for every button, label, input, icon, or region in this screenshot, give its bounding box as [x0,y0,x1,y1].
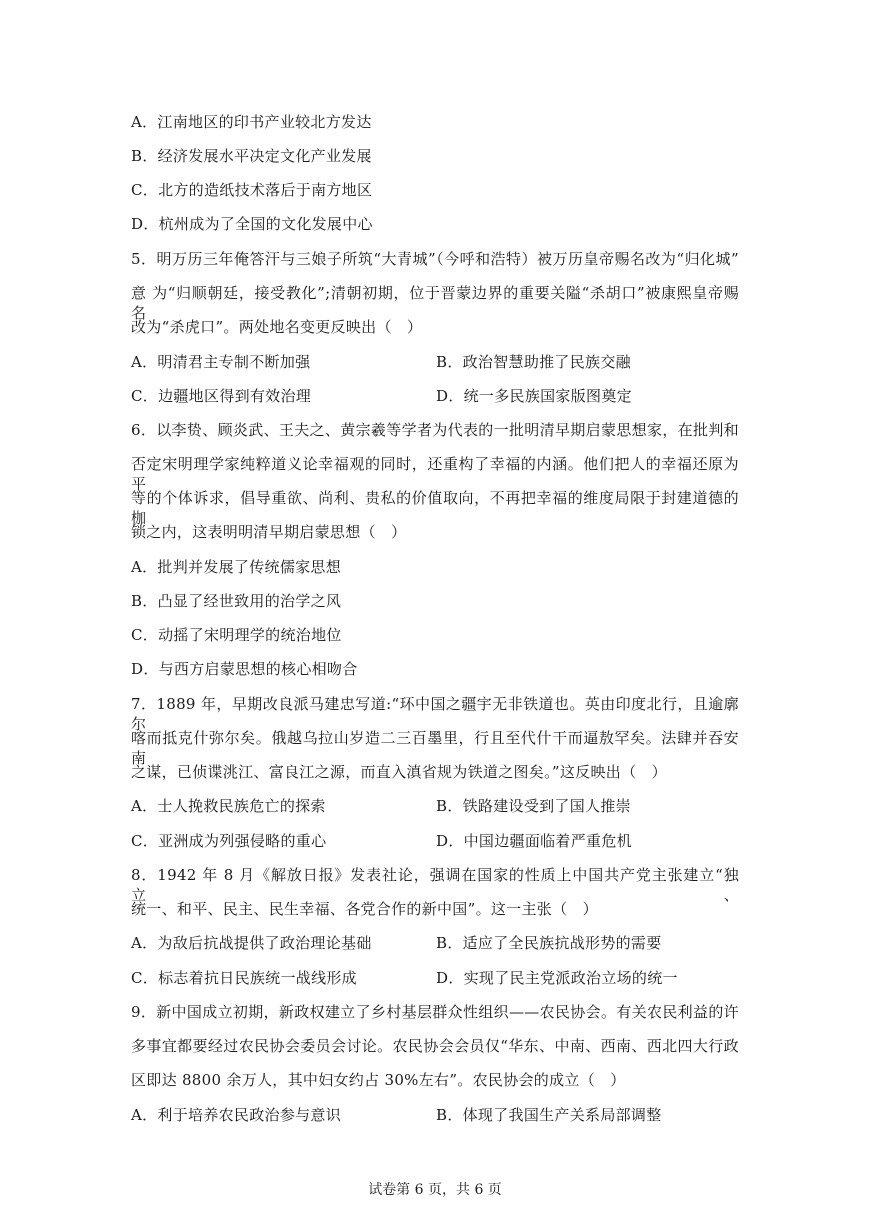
q8-option-b: B．适应了全民族抗战形势的需要 [436,934,662,952]
q5-stem-line-2: 意 为“归顺朝廷，接受教化”;清朝初期，位于晋蒙边界的重要关隘“杀胡口”被康熙皇帝赐名 [131,284,739,322]
q4-option-b: B．经济发展水平决定文化产业发展 [131,147,372,165]
q5-option-d: D．统一多民族国家版图奠定 [436,387,632,405]
q7-option-b: B．铁路建设受到了国人推崇 [436,797,631,815]
q7-stem-line-2: 喀而抵克什弥尔矣。俄越乌拉山岁造二三百墨里，行且至代什干而逼敖罕矣。法肆并吞安南 [131,729,739,767]
q7-stem-line-3: 之谋，已侦谍洮江、富良江之源，而直入滇省规为铁道之图矣。”这反映出（ ） [131,763,667,781]
q6-stem-line-4: 锁之内，这表明明清早期启蒙思想（ ） [131,523,407,541]
q8-option-a: A．为敌后抗战提供了政治理论基础 [131,934,372,952]
q7-option-a: A．士人挽救民族危亡的探索 [131,797,326,815]
q4-option-a: A．江南地区的印书产业较北方发达 [131,113,372,131]
q7-stem-line-1: 7．1889 年，早期改良派马建忠写道:“环中国之疆宇无非铁道也。英由印度北行，且逾廓尔 [131,695,739,733]
q9-stem-line-3: 区即达 8800 余万人，其中妇女约占 30%左右”。农民协会的成立（ ） [131,1071,626,1089]
q5-stem-line-1: 5．明万历三年俺答汗与三娘子所筑“大青城”（今呼和浩特）被万历皇帝赐名改为“归化城” [131,250,739,268]
q6-option-b: B．凸显了经世致用的治学之风 [131,592,342,610]
q9-option-b: B．体现了我国生产关系局部调整 [436,1106,662,1124]
q4-option-c: C．北方的造纸技术落后于南方地区 [131,181,373,199]
q8-option-d: D．实现了民主党派政治立场的统一 [436,969,678,987]
q8-stem-line-1: 8．1942 年 8 月《解放日报》发表社论，强调在国家的性质上中国共产党主张建立“独立、 [131,866,739,904]
q6-option-d: D．与西方启蒙思想的核心相吻合 [131,660,358,678]
q5-option-a: A．明清君主专制不断加强 [131,353,311,371]
q8-stem-line-2: 统一、和平、民主、民生幸福、各党合作的新中国”。这一主张（ ） [131,900,598,918]
q9-option-a: A．利于培养农民政治参与意识 [131,1106,342,1124]
q5-option-b: B．政治智慧助推了民族交融 [436,353,631,371]
q5-stem-line-3: 改为“杀虎口”。两处地名变更反映出（ ） [131,318,423,336]
q4-option-d: D．杭州成为了全国的文化发展中心 [131,215,373,233]
q8-option-c: C．标志着抗日民族统一战线形成 [131,969,357,987]
q6-option-a: A．批判并发展了传统儒家思想 [131,558,342,576]
q9-stem-line-2: 多事宜都要经过农民协会委员会讨论。农民协会会员仅“华东、中南、西南、西北四大行政 [131,1037,739,1055]
page-footer: 试卷第 6 页，共 6 页 [368,1182,502,1198]
q6-option-c: C．动摇了宋明理学的统治地位 [131,626,342,644]
q7-option-d: D．中国边疆面临着严重危机 [436,832,632,850]
q6-stem-line-2: 否定宋明理学家纯粹道义论幸福观的同时，还重构了幸福的内涵。他们把人的幸福还原为平 [131,455,739,493]
q5-option-c: C．边疆地区得到有效治理 [131,387,312,405]
q7-option-c: C．亚洲成为列强侵略的重心 [131,832,327,850]
q6-stem-line-3: 等的个体诉求，倡导重欲、尚利、贵私的价值取向，不再把幸福的维度局限于封建道德的枷 [131,489,739,527]
q9-stem-line-1: 9．新中国成立初期，新政权建立了乡村基层群众性组织——农民协会。有关农民利益的许 [131,1003,739,1021]
q6-stem-line-1: 6．以李贽、顾炎武、王夫之、黄宗羲等学者为代表的一批明清早期启蒙思想家，在批判和 [131,421,739,439]
